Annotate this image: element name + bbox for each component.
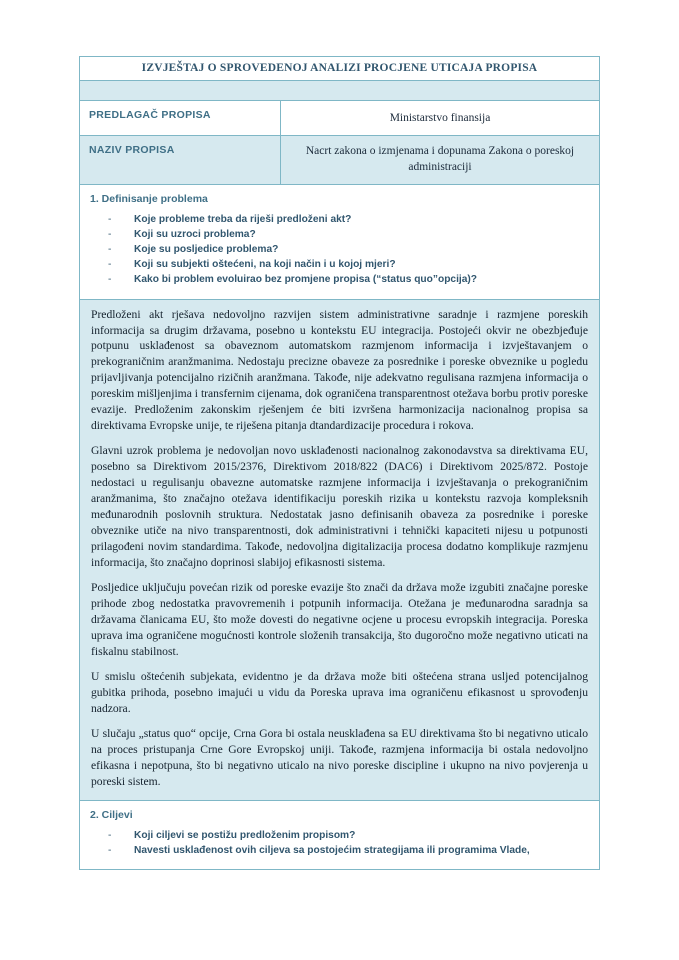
list-marker: - bbox=[108, 844, 112, 856]
answer-paragraph: U smislu oštećenih subjekata, evidentno je da država može biti oštećena strana usljed potencijalnog gubitka prihoda, posebno imajući u vidu da Poreska uprava ima ograničenu efikasnost u sprovođenju nadzora. bbox=[91, 670, 588, 716]
list-marker: - bbox=[108, 274, 112, 286]
list-marker: - bbox=[108, 229, 112, 241]
list-item bbox=[90, 227, 589, 242]
list-marker: - bbox=[108, 214, 112, 226]
meta-value-regulation-name: Nacrt zakona o izmjenama i dopunama Zakona o poreskoj administraciji bbox=[305, 145, 575, 173]
list-item bbox=[90, 272, 589, 287]
list-marker: - bbox=[108, 829, 112, 841]
answer-paragraph: Glavni uzrok problema je nedovoljan novo usklađenosti nacionalnog zakonodavstva sa direktivama EU, posebno sa Direktivom 2015/2376, Direktivom 2018/822 (DAC6) i Direktivom 2025/872. Postoje nedostaci u regulisanju obavezne automatske razmjene informacija i izvještavanja o prekograničnim aranžmanima, što značajno otežava identifikaciju poreskih rizika u kontekstu razvoja kompleksnih međunarodnih poslovnih struktura. Nedostatak jasno definisanih obaveza za posrednike i poreske obveznike utiče na nivo transparentnosti, dok administrativni i tehnički kapaciteti nijesu u potpunosti prilagođeni novim standardima. Takođe, nedovoljna digitalizacija procesa dodatno komplikuje razmjenu informacija, što značajno doprinosi slabijoj efikasnosti sistema. bbox=[91, 444, 588, 570]
list-item bbox=[90, 212, 589, 227]
meta-row-regulation-name bbox=[79, 135, 600, 185]
list-marker: - bbox=[108, 244, 112, 256]
list-item-label: Koji ciljevi se postižu predloženim propisom? bbox=[134, 829, 356, 841]
section-problem-definition bbox=[79, 184, 600, 299]
list-item bbox=[90, 242, 589, 257]
answer-paragraph: Predloženi akt rješava nedovoljno razvijen sistem administrativne saradnje i razmjene poreskih informacija sa drugim državama, posebno u kontekstu EU integracija. Postojeći okvir ne obezbjeđuje potpunu usklađenost sa obaveznom automatskom razmjenom informacija i izvještavanjem o prekograničnim aranžmanima. Nedostaju precizne obaveze za posrednike i poreske obveznike u pogledu prijavljivanja potencijalno rizičnih aranžmana. Takođe, nije adekvatno regulisana razmjena informacija o poreskim mišljenjima i transfernim cijenama, dok ograničena transparentnost otežava borbu protiv poreske evazije. Predloženim zakonskim rješenjem će biti izvršena harmonizacija nacionalnog propisa sa direktivama Evropske unije, te riješena pitanja dtandardizacije procedura i rokova. bbox=[91, 307, 588, 433]
section-problem-answer bbox=[79, 299, 600, 802]
list-item bbox=[90, 843, 589, 858]
section-problem-question-list bbox=[90, 212, 589, 287]
meta-value-proposer: Ministarstvo finansija bbox=[389, 111, 491, 124]
meta-row-proposer bbox=[79, 100, 600, 136]
meta-label-regulation-name: NAZIV PROPISA bbox=[80, 136, 281, 184]
meta-label-proposer: PREDLAGAČ PROPISA bbox=[80, 101, 281, 135]
list-item-label: Navesti usklađenost ovih ciljeva sa postojećim strategijama ili programima Vlade, bbox=[134, 844, 530, 856]
list-item-label: Koji su subjekti oštećeni, na koji način i u kojoj mjeri? bbox=[134, 259, 396, 271]
list-item bbox=[90, 828, 589, 843]
list-marker: - bbox=[108, 259, 112, 271]
title-spacer-row bbox=[79, 80, 600, 101]
list-item bbox=[90, 257, 589, 272]
list-item-label: Koje probleme treba da riješi predloženi akt? bbox=[134, 214, 352, 226]
list-item-label: Kako bi problem evoluirao bez promjene propisa (“status quo”opcija)? bbox=[134, 274, 478, 286]
list-item-label: Koji su uzroci problema? bbox=[134, 229, 256, 241]
section-goals-heading: 2. Ciljevi bbox=[90, 809, 133, 822]
answer-paragraph: Posljedice uključuju povećan rizik od poreske evazije što znači da država može izgubiti značajne poreske prihode zbog nedostatka pravovremenih i potpunih informacija. Otežana je međunarodna saradnja sa državama članicama EU, što može dovesti do negativne ocjene u procesu evropskih integracija. Poreska uprava ima ograničene mogućnosti kontrole složenih transakcija, što dugoročno može negativno uticati na fiskalnu stabilnost. bbox=[91, 581, 588, 659]
ria-report-table bbox=[79, 56, 600, 869]
list-item-label: Koje su posljedice problema? bbox=[134, 244, 279, 256]
page-title: IZVJEŠTAJ O SPROVEDENOJ ANALIZI PROCJENE UTICAJA PROPISA bbox=[141, 62, 538, 74]
section-goals-question-list bbox=[90, 828, 589, 858]
answer-paragraph: U slučaju „status quo“ opcije, Crna Gora bi ostala neusklađena sa EU direktivama što bi negativno uticalo na proces pristupanja Crne Gore Evropskoj uniji. Takođe, razmjena informacija bi ostala nedovoljno efikasna i nepotpuna, što bi negativno uticalo na nivo poreske discipline i ukupno na nivo povjerenja u poreski sistem. bbox=[91, 727, 588, 789]
report-title-row bbox=[79, 56, 600, 81]
section-goals bbox=[79, 800, 600, 870]
section-problem-heading: 1. Definisanje problema bbox=[90, 193, 208, 206]
